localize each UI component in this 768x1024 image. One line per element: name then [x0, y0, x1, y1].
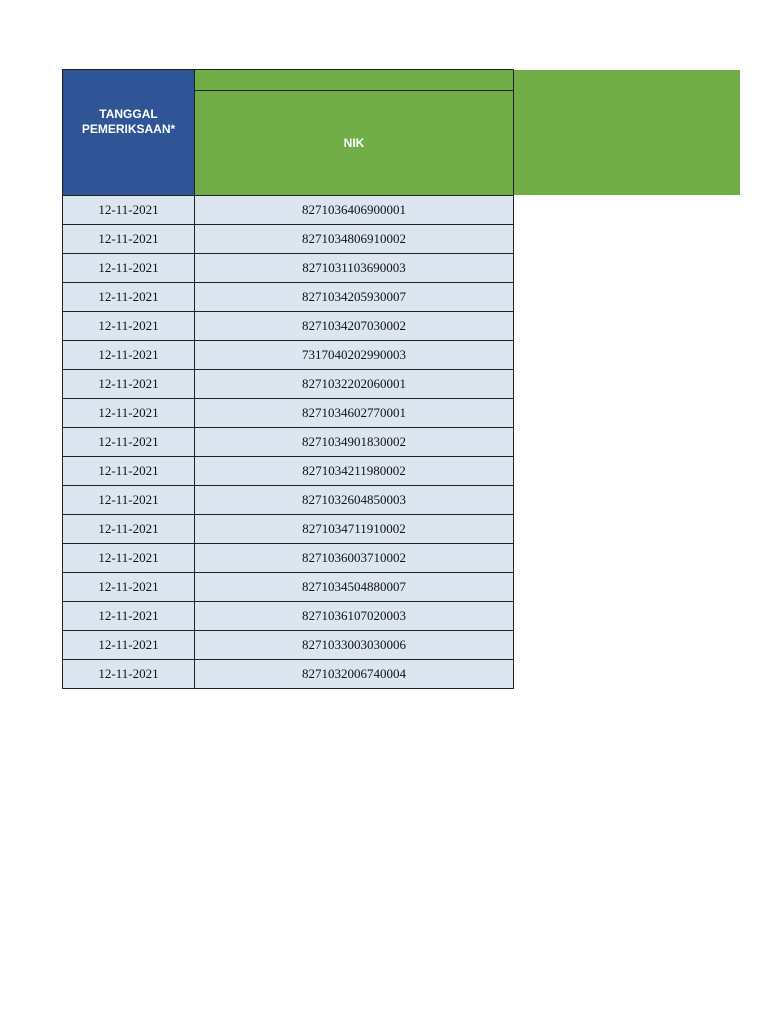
- cell-tanggal[interactable]: 12-11-2021: [63, 399, 195, 428]
- cell-nik[interactable]: 8271034504880007: [195, 573, 514, 602]
- cell-tanggal[interactable]: 12-11-2021: [63, 486, 195, 515]
- cell-nik[interactable]: 8271032604850003: [195, 486, 514, 515]
- cell-nik[interactable]: 8271034602770001: [195, 399, 514, 428]
- cell-tanggal[interactable]: 12-11-2021: [63, 225, 195, 254]
- cell-tanggal[interactable]: 12-11-2021: [63, 573, 195, 602]
- cell-nik[interactable]: 8271036003710002: [195, 544, 514, 573]
- cell-nik[interactable]: 8271034207030002: [195, 312, 514, 341]
- cell-nik[interactable]: 8271034205930007: [195, 283, 514, 312]
- cell-tanggal[interactable]: 12-11-2021: [63, 312, 195, 341]
- table-row: [63, 312, 514, 341]
- cell-tanggal[interactable]: 12-11-2021: [63, 631, 195, 660]
- cell-nik[interactable]: 8271031103690003: [195, 254, 514, 283]
- column-header-tanggal-label: TANGGAL PEMERIKSAAN*: [81, 106, 176, 136]
- cell-tanggal[interactable]: 12-11-2021: [63, 254, 195, 283]
- cell-tanggal[interactable]: 12-11-2021: [63, 370, 195, 399]
- cell-nik[interactable]: 8271036406900001: [195, 196, 514, 225]
- column-header-nik[interactable]: [195, 91, 514, 196]
- table-row: [63, 602, 514, 631]
- column-header-tanggal[interactable]: [63, 70, 195, 196]
- cell-tanggal[interactable]: 12-11-2021: [63, 341, 195, 370]
- cell-nik[interactable]: 8271033003030006: [195, 631, 514, 660]
- cell-tanggal[interactable]: 12-11-2021: [63, 428, 195, 457]
- table-row: [63, 573, 514, 602]
- header-top-strip: [195, 70, 514, 91]
- table-body: [63, 196, 514, 689]
- cell-tanggal[interactable]: 12-11-2021: [63, 602, 195, 631]
- table-row: [63, 254, 514, 283]
- cell-nik[interactable]: 8271032202060001: [195, 370, 514, 399]
- cell-tanggal[interactable]: 12-11-2021: [63, 660, 195, 689]
- cell-nik[interactable]: 8271034711910002: [195, 515, 514, 544]
- table-row: [63, 370, 514, 399]
- cell-tanggal[interactable]: 12-11-2021: [63, 457, 195, 486]
- cell-nik[interactable]: 8271032006740004: [195, 660, 514, 689]
- cell-nik[interactable]: 8271034901830002: [195, 428, 514, 457]
- table-row: [63, 631, 514, 660]
- cell-tanggal[interactable]: 12-11-2021: [63, 544, 195, 573]
- cell-nik[interactable]: 8271036107020003: [195, 602, 514, 631]
- table-row: [63, 341, 514, 370]
- cell-tanggal[interactable]: 12-11-2021: [63, 283, 195, 312]
- table-row: [63, 283, 514, 312]
- table-row: [63, 544, 514, 573]
- cell-nik[interactable]: 8271034211980002: [195, 457, 514, 486]
- table-row: [63, 428, 514, 457]
- table-row: [63, 196, 514, 225]
- cell-tanggal[interactable]: 12-11-2021: [63, 196, 195, 225]
- table-row: [63, 225, 514, 254]
- cell-nik[interactable]: 8271034806910002: [195, 225, 514, 254]
- data-table: [62, 69, 514, 689]
- cell-tanggal[interactable]: 12-11-2021: [63, 515, 195, 544]
- table-row: [63, 486, 514, 515]
- column-header-nik-label: NIK: [343, 136, 365, 150]
- table-row: [63, 660, 514, 689]
- table-row: [63, 457, 514, 486]
- table-row: [63, 515, 514, 544]
- cell-nik[interactable]: 7317040202990003: [195, 341, 514, 370]
- table-row: [63, 399, 514, 428]
